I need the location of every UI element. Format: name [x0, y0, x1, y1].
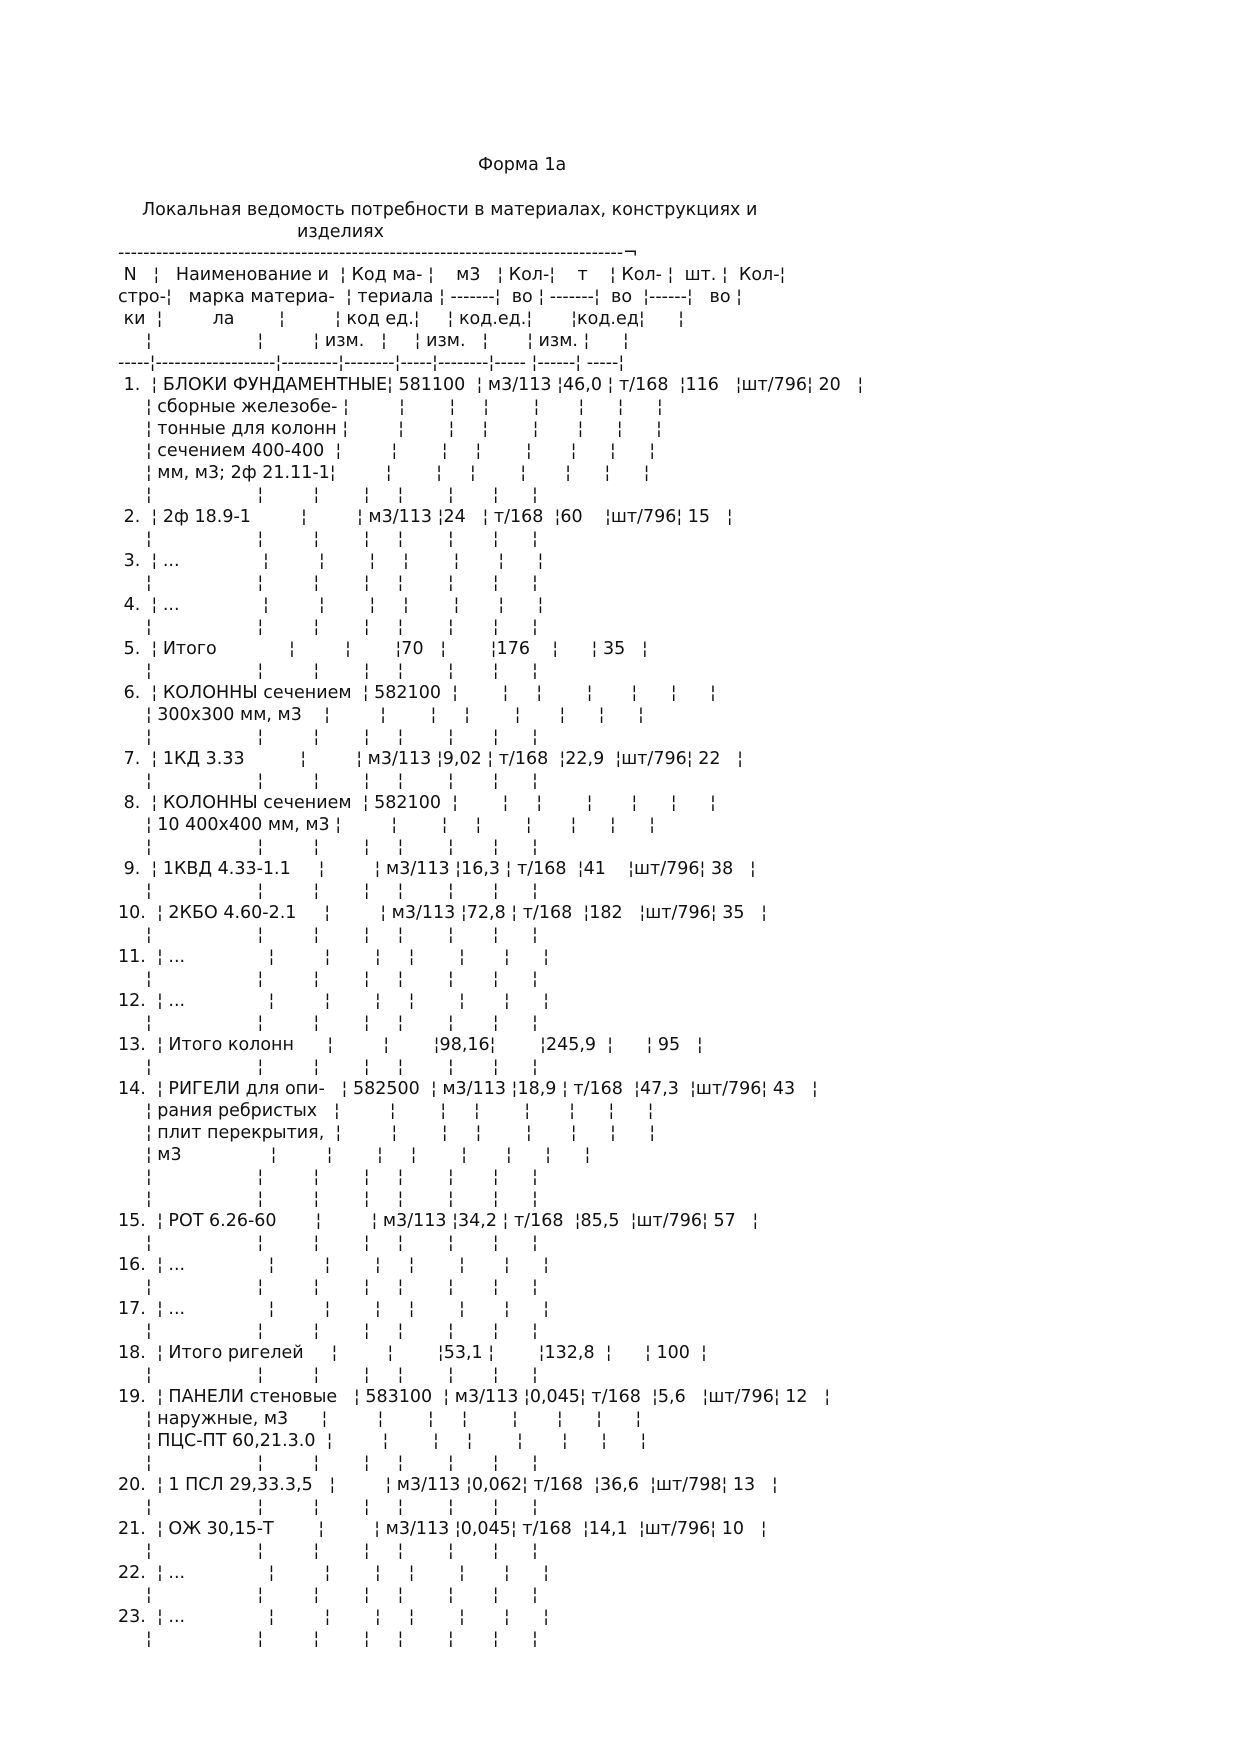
table-line: стро-¦ марка материа- ¦ териала ¦ -------¦ во ¦ -------¦ во ¦------¦ во ¦ [118, 287, 742, 307]
table-line: 1. ¦ БЛОКИ ФУНДАМЕНТНЫЕ¦ 581100 ¦ м3/113 ¦46,0 ¦ т/168 ¦116 ¦шт/796¦ 20 ¦ [118, 375, 864, 395]
table-line: 13. ¦ Итого колонн ¦ ¦ ¦98,16¦ ¦245,9 ¦ ¦ 95 ¦ [118, 1035, 703, 1055]
table-line: ¦ ¦ ¦ ¦ ¦ ¦ ¦ ¦ [118, 1167, 538, 1187]
table-line: ¦ ¦ ¦ ¦ ¦ ¦ ¦ ¦ [118, 1057, 538, 1077]
table-line: 3. ¦ ... ¦ ¦ ¦ ¦ ¦ ¦ ¦ [118, 551, 544, 571]
table-line: ¦ 300х300 мм, м3 ¦ ¦ ¦ ¦ ¦ ¦ ¦ ¦ [118, 705, 644, 725]
table-line: ¦ ¦ ¦ ¦ ¦ ¦ ¦ ¦ [118, 1321, 538, 1341]
table-line: ¦ ¦ ¦ ¦ ¦ ¦ ¦ ¦ [118, 1277, 538, 1297]
table-line: ¦ ¦ ¦ ¦ ¦ ¦ ¦ ¦ [118, 1585, 538, 1605]
table-line: ¦ ¦ ¦ ¦ ¦ ¦ ¦ ¦ [118, 1189, 538, 1209]
table-line: ¦ ¦ ¦ ¦ ¦ ¦ ¦ ¦ [118, 617, 538, 637]
table-line: ¦ ¦ ¦ ¦ ¦ ¦ ¦ ¦ [118, 485, 538, 505]
table-line: ¦ 10 400х400 мм, м3 ¦ ¦ ¦ ¦ ¦ ¦ ¦ ¦ [118, 815, 655, 835]
table-line: ¦ тонные для колонн ¦ ¦ ¦ ¦ ¦ ¦ ¦ ¦ [118, 419, 662, 439]
table-line: 2. ¦ 2ф 18.9-1 ¦ ¦ м3/113 ¦24 ¦ т/168 ¦60 ¦шт/796¦ 15 ¦ [118, 507, 733, 527]
table-line: N ¦ Наименование и ¦ Код ма- ¦ м3 ¦ Кол-¦ т ¦ Кол- ¦ шт. ¦ Кол-¦ [118, 265, 786, 285]
table-line: 8. ¦ КОЛОННЫ сечением ¦ 582100 ¦ ¦ ¦ ¦ ¦ ¦ ¦ [118, 793, 716, 813]
table-line: ¦ ¦ ¦ ¦ ¦ ¦ ¦ ¦ [118, 1233, 538, 1253]
materials-table [118, 242, 863, 1650]
table-line: 18. ¦ Итого ригелей ¦ ¦ ¦53,1 ¦ ¦132,8 ¦ ¦ 100 ¦ [118, 1343, 707, 1363]
table-line: ¦ ¦ ¦ ¦ ¦ ¦ ¦ ¦ [118, 837, 538, 857]
table-line: ¦ ¦ ¦ ¦ ¦ ¦ ¦ ¦ [118, 1629, 538, 1649]
table-line: ¦ ¦ ¦ ¦ ¦ ¦ ¦ ¦ [118, 925, 538, 945]
document-title: Локальная ведомость потребности в материалах, конструкциях и [142, 200, 758, 220]
table-line: ¦ ¦ ¦ ¦ ¦ ¦ ¦ ¦ [118, 881, 538, 901]
table-line: ¦ ¦ ¦ ¦ ¦ ¦ ¦ ¦ [118, 969, 538, 989]
form-label: Форма 1а [478, 155, 567, 175]
table-line: 19. ¦ ПАНЕЛИ стеновые ¦ 583100 ¦ м3/113 ¦0,045¦ т/168 ¦5,6 ¦шт/796¦ 12 ¦ [118, 1387, 831, 1407]
table-line: 11. ¦ ... ¦ ¦ ¦ ¦ ¦ ¦ ¦ [118, 947, 550, 967]
table-line: 21. ¦ ОЖ 30,15-Т ¦ ¦ м3/113 ¦0,045¦ т/168 ¦14,1 ¦шт/796¦ 10 ¦ [118, 1519, 767, 1539]
table-line: ¦ ¦ ¦ изм. ¦ ¦ изм. ¦ ¦ изм. ¦ ¦ [118, 331, 629, 351]
table-line: 20. ¦ 1 ПСЛ 29,33.3,5 ¦ ¦ м3/113 ¦0,062¦ т/168 ¦36,6 ¦шт/798¦ 13 ¦ [118, 1475, 778, 1495]
document-title-continuation: изделиях [297, 222, 384, 242]
table-line: ¦ наружные, м3 ¦ ¦ ¦ ¦ ¦ ¦ ¦ ¦ [118, 1409, 642, 1429]
table-line: ¦ ¦ ¦ ¦ ¦ ¦ ¦ ¦ [118, 1541, 538, 1561]
table-line: 16. ¦ ... ¦ ¦ ¦ ¦ ¦ ¦ ¦ [118, 1255, 550, 1275]
table-line: 14. ¦ РИГЕЛИ для опи- ¦ 582500 ¦ м3/113 ¦18,9 ¦ т/168 ¦47,3 ¦шт/796¦ 43 ¦ [118, 1079, 818, 1099]
table-line: ¦ ПЦС-ПТ 60,21.3.0 ¦ ¦ ¦ ¦ ¦ ¦ ¦ ¦ [118, 1431, 647, 1451]
table-line: ¦ ¦ ¦ ¦ ¦ ¦ ¦ ¦ [118, 573, 538, 593]
table-line: -----¦-------------------¦---------¦--------¦-----¦--------¦----- ¦------¦ -----¦ [118, 353, 625, 373]
table-line: 23. ¦ ... ¦ ¦ ¦ ¦ ¦ ¦ ¦ [118, 1607, 550, 1627]
table-line: ¦ ¦ ¦ ¦ ¦ ¦ ¦ ¦ [118, 1365, 538, 1385]
table-line: 17. ¦ ... ¦ ¦ ¦ ¦ ¦ ¦ ¦ [118, 1299, 550, 1319]
table-line: 5. ¦ Итого ¦ ¦ ¦70 ¦ ¦176 ¦ ¦ 35 ¦ [118, 639, 648, 659]
table-line: 9. ¦ 1КВД 4.33-1.1 ¦ ¦ м3/113 ¦16,3 ¦ т/168 ¦41 ¦шт/796¦ 38 ¦ [118, 859, 756, 879]
table-line: ¦ м3 ¦ ¦ ¦ ¦ ¦ ¦ ¦ ¦ [118, 1145, 591, 1165]
table-line: ¦ мм, м3; 2ф 21.11-1¦ ¦ ¦ ¦ ¦ ¦ ¦ ¦ [118, 463, 650, 483]
table-line: 15. ¦ РОТ 6.26-60 ¦ ¦ м3/113 ¦34,2 ¦ т/168 ¦85,5 ¦шт/796¦ 57 ¦ [118, 1211, 759, 1231]
table-line: ¦ ¦ ¦ ¦ ¦ ¦ ¦ ¦ [118, 529, 538, 549]
table-line: ¦ плит перекрытия, ¦ ¦ ¦ ¦ ¦ ¦ ¦ ¦ [118, 1123, 656, 1143]
table-line: ¦ ¦ ¦ ¦ ¦ ¦ ¦ ¦ [118, 727, 538, 747]
table-line: --------------------------------------------------------------------------------¬ [118, 243, 638, 263]
table-line: 10. ¦ 2КБО 4.60-2.1 ¦ ¦ м3/113 ¦72,8 ¦ т/168 ¦182 ¦шт/796¦ 35 ¦ [118, 903, 768, 923]
table-line: 7. ¦ 1КД 3.33 ¦ ¦ м3/113 ¦9,02 ¦ т/168 ¦22,9 ¦шт/796¦ 22 ¦ [118, 749, 744, 769]
table-line: ки ¦ ла ¦ ¦ код ед.¦ ¦ код.ед.¦ ¦код.ед¦ ¦ [118, 309, 685, 329]
table-line: ¦ ¦ ¦ ¦ ¦ ¦ ¦ ¦ [118, 771, 538, 791]
table-line: ¦ ¦ ¦ ¦ ¦ ¦ ¦ ¦ [118, 661, 538, 681]
table-line: 22. ¦ ... ¦ ¦ ¦ ¦ ¦ ¦ ¦ [118, 1563, 550, 1583]
table-line: ¦ ¦ ¦ ¦ ¦ ¦ ¦ ¦ [118, 1013, 538, 1033]
table-line: ¦ ¦ ¦ ¦ ¦ ¦ ¦ ¦ [118, 1453, 538, 1473]
table-line: ¦ рания ребристых ¦ ¦ ¦ ¦ ¦ ¦ ¦ ¦ [118, 1101, 654, 1121]
table-line: ¦ сечением 400-400 ¦ ¦ ¦ ¦ ¦ ¦ ¦ ¦ [118, 441, 656, 461]
table-line: 12. ¦ ... ¦ ¦ ¦ ¦ ¦ ¦ ¦ [118, 991, 550, 1011]
table-line: ¦ ¦ ¦ ¦ ¦ ¦ ¦ ¦ [118, 1497, 538, 1517]
table-line: 6. ¦ КОЛОННЫ сечением ¦ 582100 ¦ ¦ ¦ ¦ ¦ ¦ ¦ [118, 683, 716, 703]
table-line: 4. ¦ ... ¦ ¦ ¦ ¦ ¦ ¦ ¦ [118, 595, 544, 615]
table-line: ¦ сборные железобе- ¦ ¦ ¦ ¦ ¦ ¦ ¦ ¦ [118, 397, 663, 417]
